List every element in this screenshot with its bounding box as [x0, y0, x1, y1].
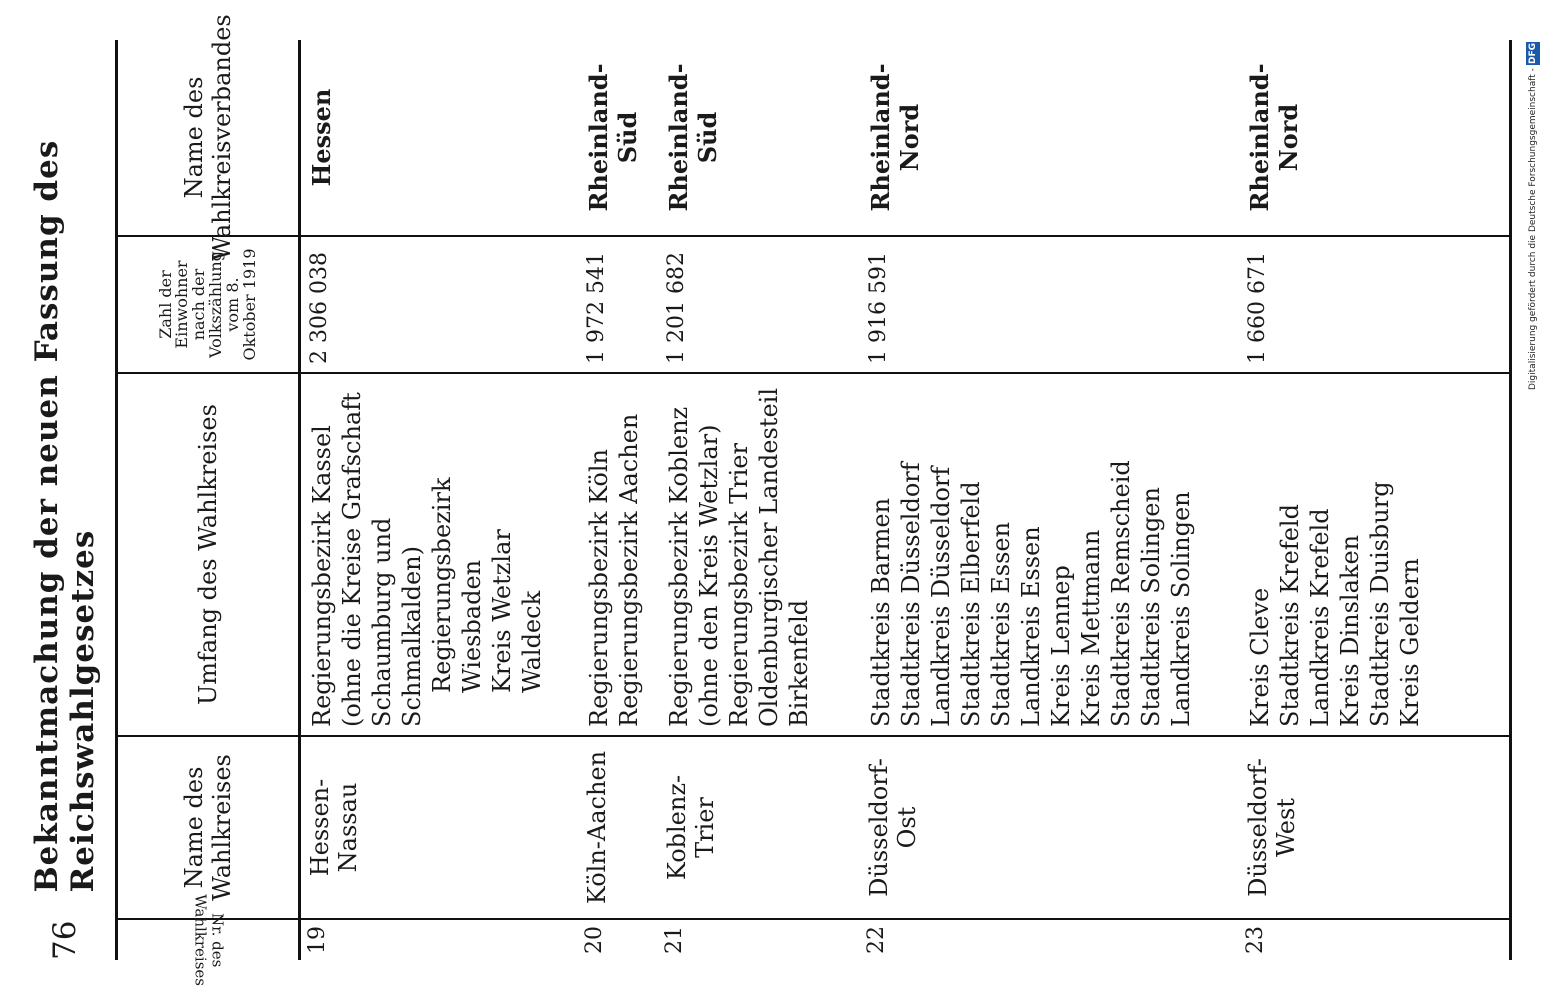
page-number: 76 — [47, 920, 83, 960]
district-line: Kreis Mettmann — [1077, 529, 1105, 727]
row-verband: Rheinland-Süd — [584, 63, 642, 212]
row-name: Hessen-Nassau — [301, 735, 578, 918]
district-line: Stadtkreis Krefeld — [1276, 504, 1304, 727]
page-title: Bekanntmachung der neuen Fassung des Reichswahlgesetzes — [29, 139, 101, 893]
row-umfang — [658, 372, 860, 735]
row-zahl: 2 306 038 — [301, 235, 578, 372]
district-line: Stadtkreis Barmen — [867, 497, 895, 727]
table-row — [578, 40, 658, 960]
district-line: Stadtkreis Elberfeld — [957, 481, 985, 727]
district-line: Oldenburgischer Landesteil Birkenfeld — [755, 387, 813, 727]
row-nr: 22 — [860, 918, 1239, 960]
district-line: Kreis Wetzlar — [488, 529, 516, 693]
row-verband: Rheinland-Nord — [866, 63, 924, 212]
row-zahl: 1 916 591 — [860, 235, 1239, 372]
district-line: Kreis Lennep — [1047, 565, 1075, 727]
digitization-note — [1526, 20, 1546, 390]
row-name: Köln-Aachen — [578, 735, 658, 918]
district-line: Landkreis Krefeld — [1306, 508, 1334, 727]
row-umfang — [860, 372, 1239, 735]
district-line: Landkreis Düsseldorf — [927, 466, 955, 727]
district-line: Regierungsbezirk Aachen — [615, 413, 643, 727]
district-line: Stadtkreis Remscheid — [1107, 460, 1135, 727]
row-nr: 19 — [301, 918, 578, 960]
district-line: Stadtkreis Duisburg — [1366, 481, 1394, 727]
row-zahl: 1 201 682 — [658, 235, 860, 372]
header-name-cell — [118, 735, 298, 918]
district-line: Regierungsbezirk Köln — [585, 449, 613, 727]
header-umfang-cell — [118, 372, 298, 735]
row-verband: Hessen — [307, 88, 336, 187]
district-line: Regierungsbezirk Koblenz (ohne den Kreis Wetzlar) — [665, 406, 723, 727]
table-header — [118, 14, 301, 986]
district-line: Kreis Geldern — [1396, 558, 1424, 727]
header-umfang: Umfang des Wahlkreises — [194, 404, 222, 705]
row-zahl: 1 660 671 — [1239, 235, 1509, 372]
table-row — [1239, 40, 1509, 960]
table-row — [658, 40, 860, 960]
row-umfang — [301, 372, 578, 735]
row-verband: Rheinland-Süd — [664, 63, 722, 212]
header-verband: Name des Wahlkreisverbandes — [180, 14, 236, 261]
dfg-logo: DFG — [1528, 43, 1538, 65]
row-verband: Rheinland-Nord — [1245, 63, 1303, 212]
page-header — [29, 60, 101, 960]
district-line: Regierungsbezirk Wiesbaden — [428, 477, 486, 693]
district-line: Waldeck — [518, 590, 546, 693]
table-row — [860, 40, 1239, 960]
district-line: Stadtkreis Düsseldorf — [897, 462, 925, 727]
header-nr: Nr. des Wahlkreises — [191, 894, 227, 986]
row-nr: 21 — [658, 918, 860, 960]
row-zahl: 1 972 541 — [578, 235, 658, 372]
district-line: Landkreis Essen — [1017, 526, 1045, 727]
district-line: Kreis Cleve — [1246, 587, 1274, 727]
table-row — [301, 40, 578, 960]
district-line: Regierungsbezirk Kassel (ohne die Kreise Grafschaft Schaumburg und Schmalkalden) — [308, 392, 426, 727]
district-line: Stadtkreis Solingen — [1137, 487, 1165, 727]
row-name: Düsseldorf-West — [1239, 735, 1509, 918]
district-line: Kreis Dinslaken — [1336, 534, 1364, 727]
district-line: Landkreis Solingen — [1167, 491, 1195, 727]
district-line: Regierungsbezirk Trier — [725, 443, 753, 727]
header-nr-cell — [118, 894, 298, 986]
row-umfang — [578, 372, 658, 735]
digitization-text: Digitalisierung gefördert durch die Deutsche Forschungsgemeinschaft - — [1528, 68, 1538, 390]
row-nr: 20 — [578, 918, 658, 960]
header-name: Name des Wahlkreises — [180, 754, 236, 901]
header-zahl: Zahl der Einwohner nach der Volkszählung vom 8. Oktober 1919 — [155, 248, 259, 361]
header-verband-cell — [118, 14, 298, 261]
row-name: Düsseldorf-Ost — [860, 735, 1239, 918]
row-nr: 23 — [1239, 918, 1509, 960]
constituency-table — [115, 14, 1512, 986]
row-name: Koblenz-Trier — [658, 735, 860, 918]
district-line: Stadtkreis Essen — [987, 521, 1015, 727]
row-umfang — [1239, 372, 1509, 735]
